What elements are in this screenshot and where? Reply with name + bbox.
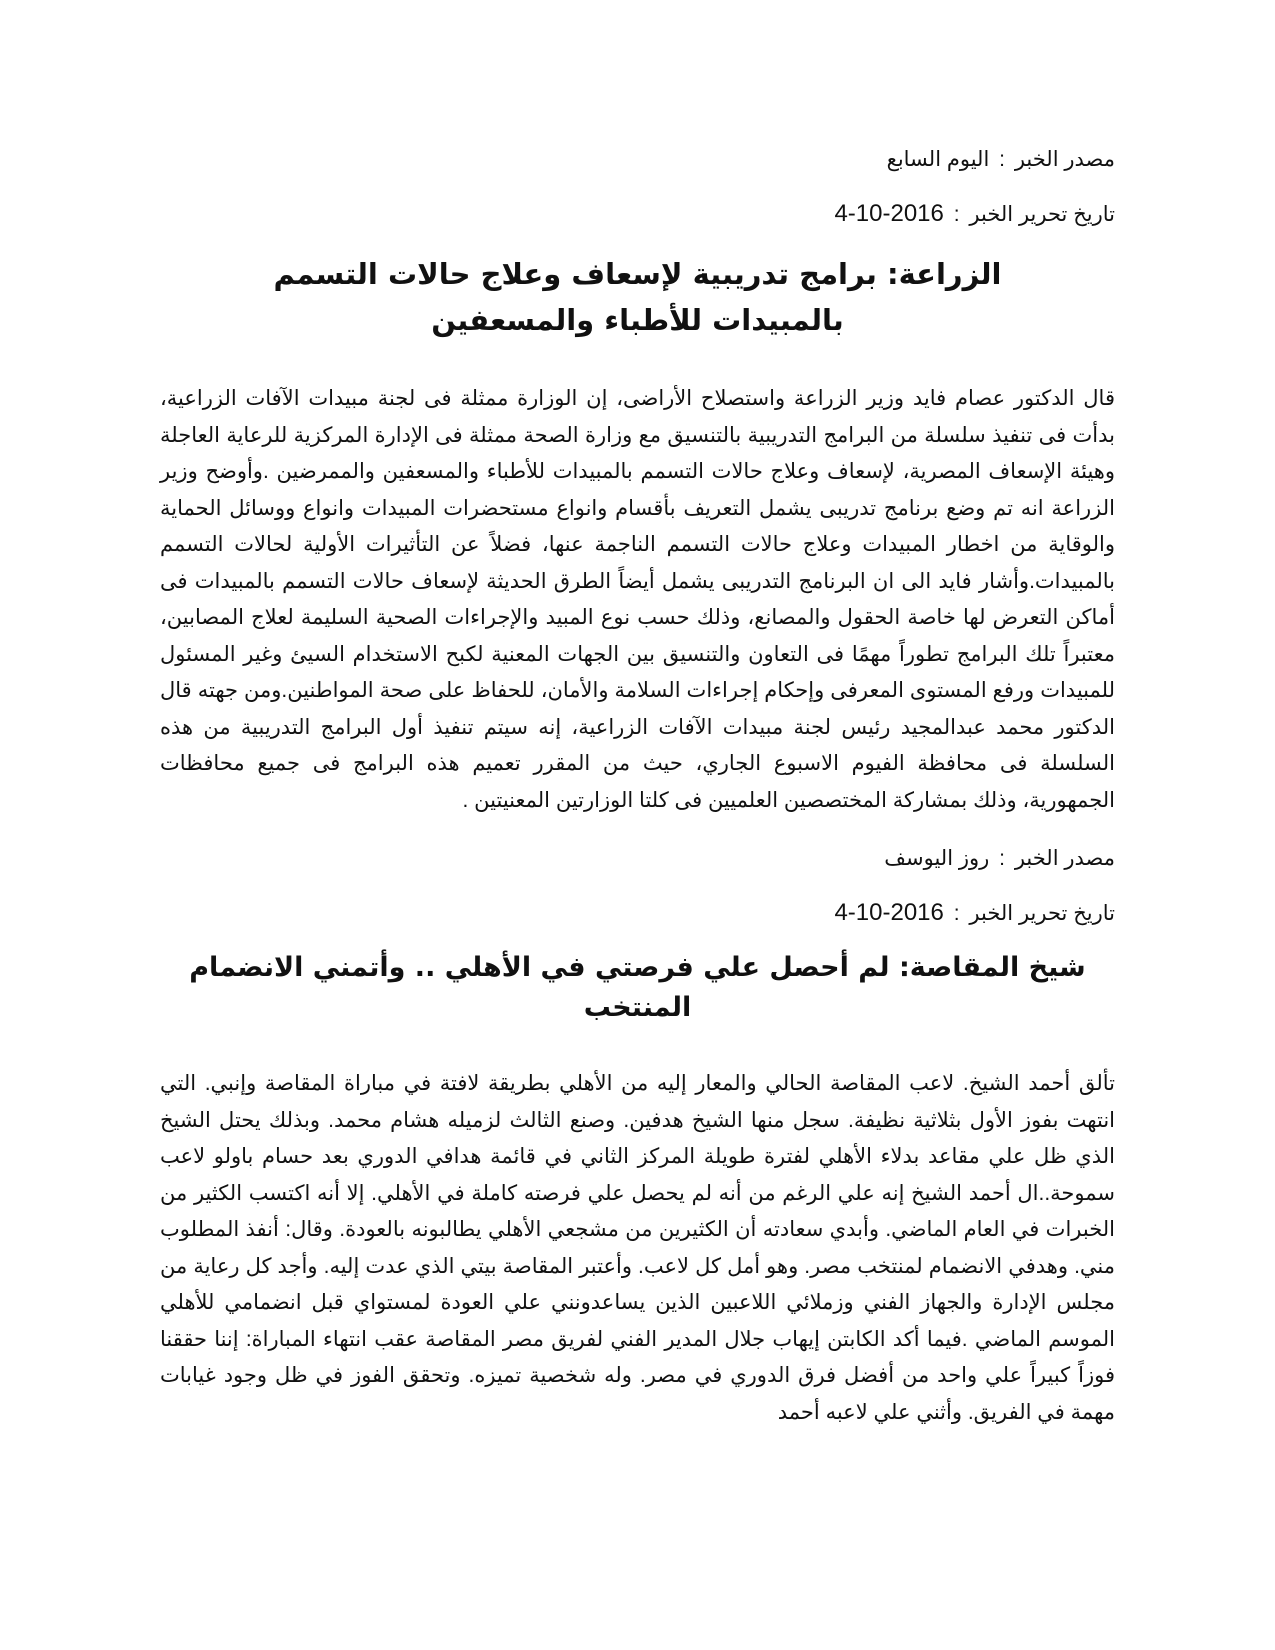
separator: : [953, 203, 960, 226]
page-content [160, 146, 1115, 1431]
news-source-line [160, 146, 1115, 174]
article-body: تألق أحمد الشيخ. لاعب المقاصة الحالي والمعار إليه من الأهلي بطريقة لافتة في مباراة المقاصة وإنبي. التي انتهت بفوز الأول بثلاثية نظيفة. سجل منها الشيخ هدفين. وصنع الثالث لزميله هشام محمد. وبذلك يحتل الشيخ الذي ظل علي مقاعد بدلاء الأهلي لفترة طويلة المركز الثاني في قائمة هدافي الدوري بعد حسام باولو لاعب سموحة..ال أحمد الشيخ إنه علي الرغم من أنه لم يحصل علي فرصته كاملة في الأهلي. إلا أنه اكتسب الكثير من الخبرات في العام الماضي. وأبدي سعادته أن الكثيرين من مشجعي الأهلي يطالبونه بالعودة. وقال: أنفذ المطلوب مني. وهدفي الانضمام لمنتخب مصر. وهو أمل كل لاعب. وأعتبر المقاصة بيتي الذي عدت إليه. وأجد كل رعاية من مجلس الإدارة والجهاز الفني وزملائي اللاعبين الذين يساعدونني علي العودة لمستواي قبل انضمامي للأهلي الموسم الماضي .فيما أكد الكابتن إيهاب جلال المدير الفني لفريق مصر المقاصة عقب انتهاء المباراة: إننا حققنا فوزاً كبيراً علي واحد من أفضل فرق الدوري في مصر. وله شخصية تميزه. وتحقق الفوز في ظل وجود غيابات مهمة في الفريق. وأثني علي لاعبه أحمد [160, 1072, 1115, 1424]
edit-date-value: 4-10-2016 [834, 200, 944, 227]
news-source-line [160, 845, 1115, 873]
edit-date-value: 4-10-2016 [834, 899, 944, 926]
edit-date-label: تاريخ تحرير الخبر [969, 203, 1115, 226]
article-body: قال الدكتور عصام فايد وزير الزراعة واستصلاح الأراضى، إن الوزارة ممثلة فى لجنة مبيدات الآفات الزراعية، بدأت فى تنفيذ سلسلة من البرامج التدريبية بالتنسيق مع وزارة الصحة ممثلة فى الإدارة المركزية للرعاية العاجلة وهيئة الإسعاف المصرية، لإسعاف وعلاج حالات التسمم بالمبيدات للأطباء والمسعفين والممرضين .وأوضح وزير الزراعة انه تم وضع برنامج تدريبى يشمل التعريف بأقسام وانواع مستحضرات المبيدات وانواع ووسائل الحماية والوقاية من اخطار المبيدات وعلاج حالات التسمم الناجمة عنها، فضلاً عن التأثيرات الأولية لحالات التسمم بالمبيدات.وأشار فايد الى ان البرنامج التدريبى يشمل أيضاً الطرق الحديثة لإسعاف حالات التسمم بالمبيدات فى أماكن التعرض لها خاصة الحقول والمصانع، وذلك حسب نوع المبيد والإجراءات الصحية السليمة لعلاج المصابين، معتبراً تلك البرامج تطوراً مهمًا فى التعاون والتنسيق بين الجهات المعنية لكبح الاستخدام السيئ وغير المسئول للمبيدات ورفع المستوى المعرفى وإحكام إجراءات السلامة والأمان، للحفاظ على صحة المواطنين.ومن جهته قال الدكتور محمد عبدالمجيد رئيس لجنة مبيدات الآفات الزراعية، إنه سيتم تنفيذ أول البرامج التدريبية من هذه السلسلة فى محافظة الفيوم الاسبوع الجاري، حيث من المقرر تعميم هذه البرامج فى جميع محافظات الجمهورية، وذلك بمشاركة المختصصين العلميين فى كلتا الوزارتين المعنيتين . [160, 387, 1116, 812]
news-source-label: مصدر الخبر [1014, 847, 1115, 870]
article-headline: شيخ المقاصة: لم أحصل علي فرصتي في الأهلي .. وأتمني الانضمام المنتخب [189, 952, 1086, 1023]
separator: : [999, 847, 1005, 870]
separator: : [999, 148, 1005, 171]
article-headline: الزراعة: برامج تدريبية لإسعاف وعلاج حالات التسمم بالمبيدات للأطباء والمسعفين [273, 257, 1002, 337]
edit-date-line [160, 899, 1115, 928]
edit-date-line [160, 200, 1115, 229]
separator: : [953, 902, 960, 925]
edit-date-label: تاريخ تحرير الخبر [969, 902, 1115, 925]
news-source-value: روز اليوسف [884, 847, 990, 870]
news-source-value: اليوم السابع [886, 148, 990, 171]
news-source-label: مصدر الخبر [1014, 148, 1115, 171]
